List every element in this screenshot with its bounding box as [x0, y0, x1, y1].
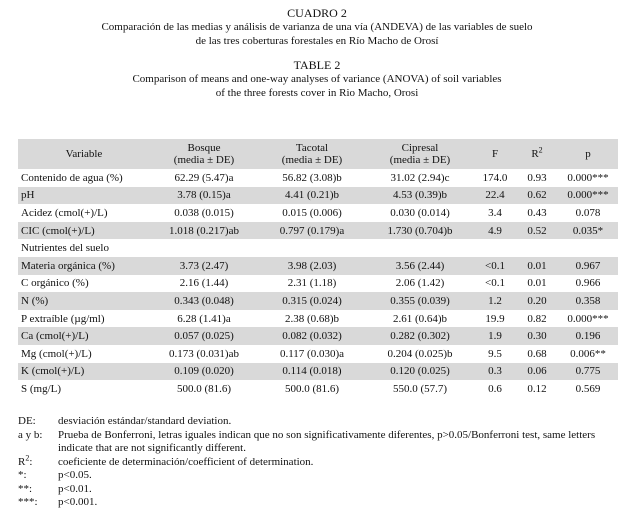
col-header-tacotal-name: Tacotal — [295, 142, 329, 154]
cell-bosque: 2.16 (1.44) — [179, 277, 229, 290]
note-sig2-key: **: — [18, 482, 33, 495]
note-r2-key-colon: : — [29, 455, 33, 468]
note-r2 — [18, 452, 628, 470]
cell-bosque: 0.173 (0.031)ab — [169, 347, 239, 360]
table-row — [18, 310, 618, 328]
cell-p: 0.000*** — [567, 189, 609, 202]
cell-f: 1.9 — [488, 330, 502, 343]
cell-p: 0.775 — [575, 365, 601, 378]
note-sig1-text: p<0.05. — [58, 469, 92, 481]
col-header-tacotal — [258, 139, 366, 169]
cell-variable: Nutrientes del suelo — [21, 242, 109, 255]
note-r2-key-sup: 2 — [25, 452, 30, 462]
cell-bosque — [150, 239, 258, 257]
footnotes — [18, 415, 628, 510]
table-row — [18, 187, 618, 205]
cell-variable: CIC (cmol(+)/L) — [21, 224, 95, 237]
cell-r2: 0.30 — [527, 330, 547, 343]
cell-f: <0.1 — [485, 259, 505, 272]
col-header-cipresal-sub: (media ± DE) — [389, 154, 451, 166]
col-header-bosque-name: Bosque — [187, 142, 221, 154]
cell-r2: 0.12 — [527, 382, 547, 395]
cell-cipresal: 1.730 (0.704)b — [387, 224, 453, 237]
cell-cipresal: 0.120 (0.025) — [390, 365, 450, 378]
table-row — [18, 257, 618, 275]
cell-variable: S (mg/L) — [21, 382, 62, 395]
title-es-line-1: Comparación de las medias y análisis de varianza de una vía (ANDEVA) de las variables de suelo — [101, 21, 533, 33]
cell-f: 174.0 — [482, 171, 508, 184]
cell-bosque: 62.29 (5.47)a — [174, 171, 234, 184]
cell-cipresal: 4.53 (0.39)b — [392, 189, 448, 202]
cell-p: 0.000*** — [567, 312, 609, 325]
cell-p: 0.966 — [575, 277, 601, 290]
cell-r2: 0.82 — [527, 312, 547, 325]
note-r2-text: coeficiente de determinación/coefficient of determination. — [58, 455, 314, 468]
note-sig3 — [18, 496, 628, 510]
cuadro-label: CUADRO 2 — [287, 6, 347, 20]
col-header-bosque — [150, 139, 258, 169]
table-row — [18, 327, 618, 345]
cell-r2: 0.20 — [527, 294, 547, 307]
cell-f: 19.9 — [485, 312, 505, 325]
cell-f: 4.9 — [488, 224, 502, 237]
cell-f: 22.4 — [485, 189, 505, 202]
cell-r2: 0.01 — [527, 259, 547, 272]
cell-variable: Contenido de agua (%) — [21, 171, 123, 184]
cell-bosque: 0.109 (0.020) — [174, 365, 234, 378]
cell-p: 0.035* — [572, 224, 604, 237]
cell-tacotal: 0.114 (0.018) — [282, 365, 342, 378]
table-row — [18, 204, 618, 222]
cell-tacotal: 2.38 (0.68)b — [284, 312, 340, 325]
table-row — [18, 380, 618, 398]
cell-variable: Materia orgánica (%) — [21, 259, 115, 272]
cell-tacotal: 0.082 (0.032) — [282, 330, 342, 343]
title-es-line-2: de las tres coberturas forestales en Río Macho de Orosí — [195, 35, 439, 47]
cell-variable: N (%) — [21, 294, 49, 307]
cell-variable: P extraíble (µg/ml) — [21, 312, 105, 325]
cell-r2 — [516, 239, 558, 257]
title-block — [0, 6, 634, 100]
table-row — [18, 292, 618, 310]
table-row — [18, 222, 618, 240]
cell-variable: Acidez (cmol(+)/L) — [21, 206, 108, 219]
cell-tacotal: 4.41 (0.21)b — [284, 189, 340, 202]
cell-r2: 0.68 — [527, 347, 547, 360]
col-header-p: p — [585, 148, 591, 160]
cell-cipresal: 0.204 (0.025)b — [387, 347, 453, 360]
col-header-r2 — [516, 139, 558, 169]
cell-p — [558, 239, 618, 257]
cell-cipresal: 550.0 (57.7) — [392, 382, 448, 395]
cell-cipresal: 0.355 (0.039) — [390, 294, 450, 307]
col-header-bosque-sub: (media ± DE) — [173, 154, 235, 166]
cell-cipresal: 3.56 (2.44) — [395, 259, 445, 272]
cell-r2: 0.01 — [527, 277, 547, 290]
cell-variable: Ca (cmol(+)/L) — [21, 330, 89, 343]
cell-p: 0.569 — [575, 382, 601, 395]
table-row — [18, 275, 618, 293]
note-sig3-key: ***: — [18, 496, 38, 508]
cell-tacotal: 3.98 (2.03) — [287, 259, 337, 272]
table-header-row — [18, 139, 618, 169]
cell-f: 0.3 — [488, 365, 502, 378]
cell-p: 0.358 — [575, 294, 601, 307]
document-page — [0, 6, 634, 530]
table-row — [18, 169, 618, 187]
col-header-f: F — [491, 148, 499, 160]
cell-bosque: 6.28 (1.41)a — [177, 312, 231, 325]
cell-p: 0.078 — [575, 206, 601, 219]
cell-bosque: 0.057 (0.025) — [174, 330, 234, 343]
col-header-cipresal — [366, 139, 474, 169]
note-de — [18, 415, 628, 429]
cell-cipresal: 0.030 (0.014) — [390, 206, 450, 219]
cell-cipresal: 2.06 (1.42) — [395, 277, 445, 290]
cell-cipresal: 2.61 (0.64)b — [392, 312, 448, 325]
cell-bosque: 0.343 (0.048) — [174, 294, 234, 307]
col-header-cipresal-name: Cipresal — [401, 142, 439, 154]
cell-variable: Mg (cmol(+)/L) — [21, 347, 92, 360]
table-label: TABLE 2 — [293, 58, 341, 72]
cell-variable: C orgánico (%) — [21, 277, 89, 290]
cell-r2: 0.52 — [527, 224, 547, 237]
title-en-line-1: Comparison of means and one-way analyses of variance (ANOVA) of soil variables — [132, 73, 502, 85]
cell-p: 0.196 — [575, 330, 601, 343]
cell-p: 0.006** — [570, 347, 606, 360]
cell-bosque: 1.018 (0.217)ab — [169, 224, 239, 237]
cell-p: 0.967 — [575, 259, 601, 272]
cell-tacotal: 2.31 (1.18) — [287, 277, 337, 290]
data-table — [18, 139, 618, 398]
col-header-tacotal-sub: (media ± DE) — [281, 154, 343, 166]
col-header-variable: Variable — [65, 148, 103, 160]
cell-tacotal: 0.797 (0.179)a — [279, 224, 345, 237]
cell-bosque: 0.038 (0.015) — [174, 206, 234, 219]
cell-cipresal — [366, 239, 474, 257]
note-sig2 — [18, 483, 628, 497]
note-ab-text: Prueba de Bonferroni, letras iguales indican que no son significativamente diferentes, p>0.05/Bonferroni test, same letters indicate that are not significantly different. — [58, 428, 596, 454]
col-header-r2-sup: 2 — [538, 145, 543, 155]
table-body — [18, 169, 618, 398]
cell-tacotal: 0.117 (0.030)a — [279, 347, 345, 360]
cell-f — [474, 239, 516, 257]
note-de-key: DE: — [18, 415, 36, 427]
cell-tacotal: 0.015 (0.006) — [282, 206, 342, 219]
cell-variable: K (cmol(+)/L) — [21, 365, 85, 378]
note-r2-key — [18, 452, 58, 470]
cell-bosque: 500.0 (81.6) — [176, 382, 232, 395]
cell-bosque: 3.73 (2.47) — [179, 259, 229, 272]
data-table-container — [18, 139, 618, 398]
cell-cipresal: 0.282 (0.302) — [390, 330, 450, 343]
table-row — [18, 239, 618, 257]
cell-p: 0.000*** — [567, 171, 609, 184]
note-sig3-text: p<0.001. — [58, 496, 98, 508]
cell-f: 0.6 — [488, 382, 502, 395]
note-ab-key: a y b: — [18, 428, 43, 441]
cell-f: 9.5 — [488, 347, 502, 360]
cell-tacotal: 0.315 (0.024) — [282, 294, 342, 307]
table-row — [18, 345, 618, 363]
cell-f: <0.1 — [485, 277, 505, 290]
cell-cipresal: 31.02 (2.94)c — [390, 171, 450, 184]
cell-r2: 0.43 — [527, 206, 547, 219]
cell-tacotal: 56.82 (3.08)b — [282, 171, 342, 184]
cell-bosque: 3.78 (0.15)a — [177, 189, 231, 202]
note-ab — [18, 429, 628, 456]
cell-tacotal — [258, 239, 366, 257]
note-sig2-text: p<0.01. — [58, 482, 92, 495]
cell-r2: 0.62 — [527, 189, 547, 202]
cell-f: 1.2 — [488, 294, 502, 307]
note-de-text: desviación estándar/standard deviation. — [58, 415, 232, 427]
cell-variable: pH — [21, 189, 35, 202]
cell-tacotal: 500.0 (81.6) — [284, 382, 340, 395]
note-sig1-key: *: — [18, 469, 27, 481]
col-header-r2-base: R — [531, 148, 539, 160]
cell-f: 3.4 — [488, 206, 502, 219]
cell-r2: 0.06 — [527, 365, 547, 378]
cell-r2: 0.93 — [527, 171, 547, 184]
title-en-line-2: of the three forests cover in Rio Macho, Orosi — [215, 87, 419, 99]
note-sig1 — [18, 469, 628, 483]
table-row — [18, 363, 618, 381]
note-r2-key-base: R — [18, 455, 26, 468]
